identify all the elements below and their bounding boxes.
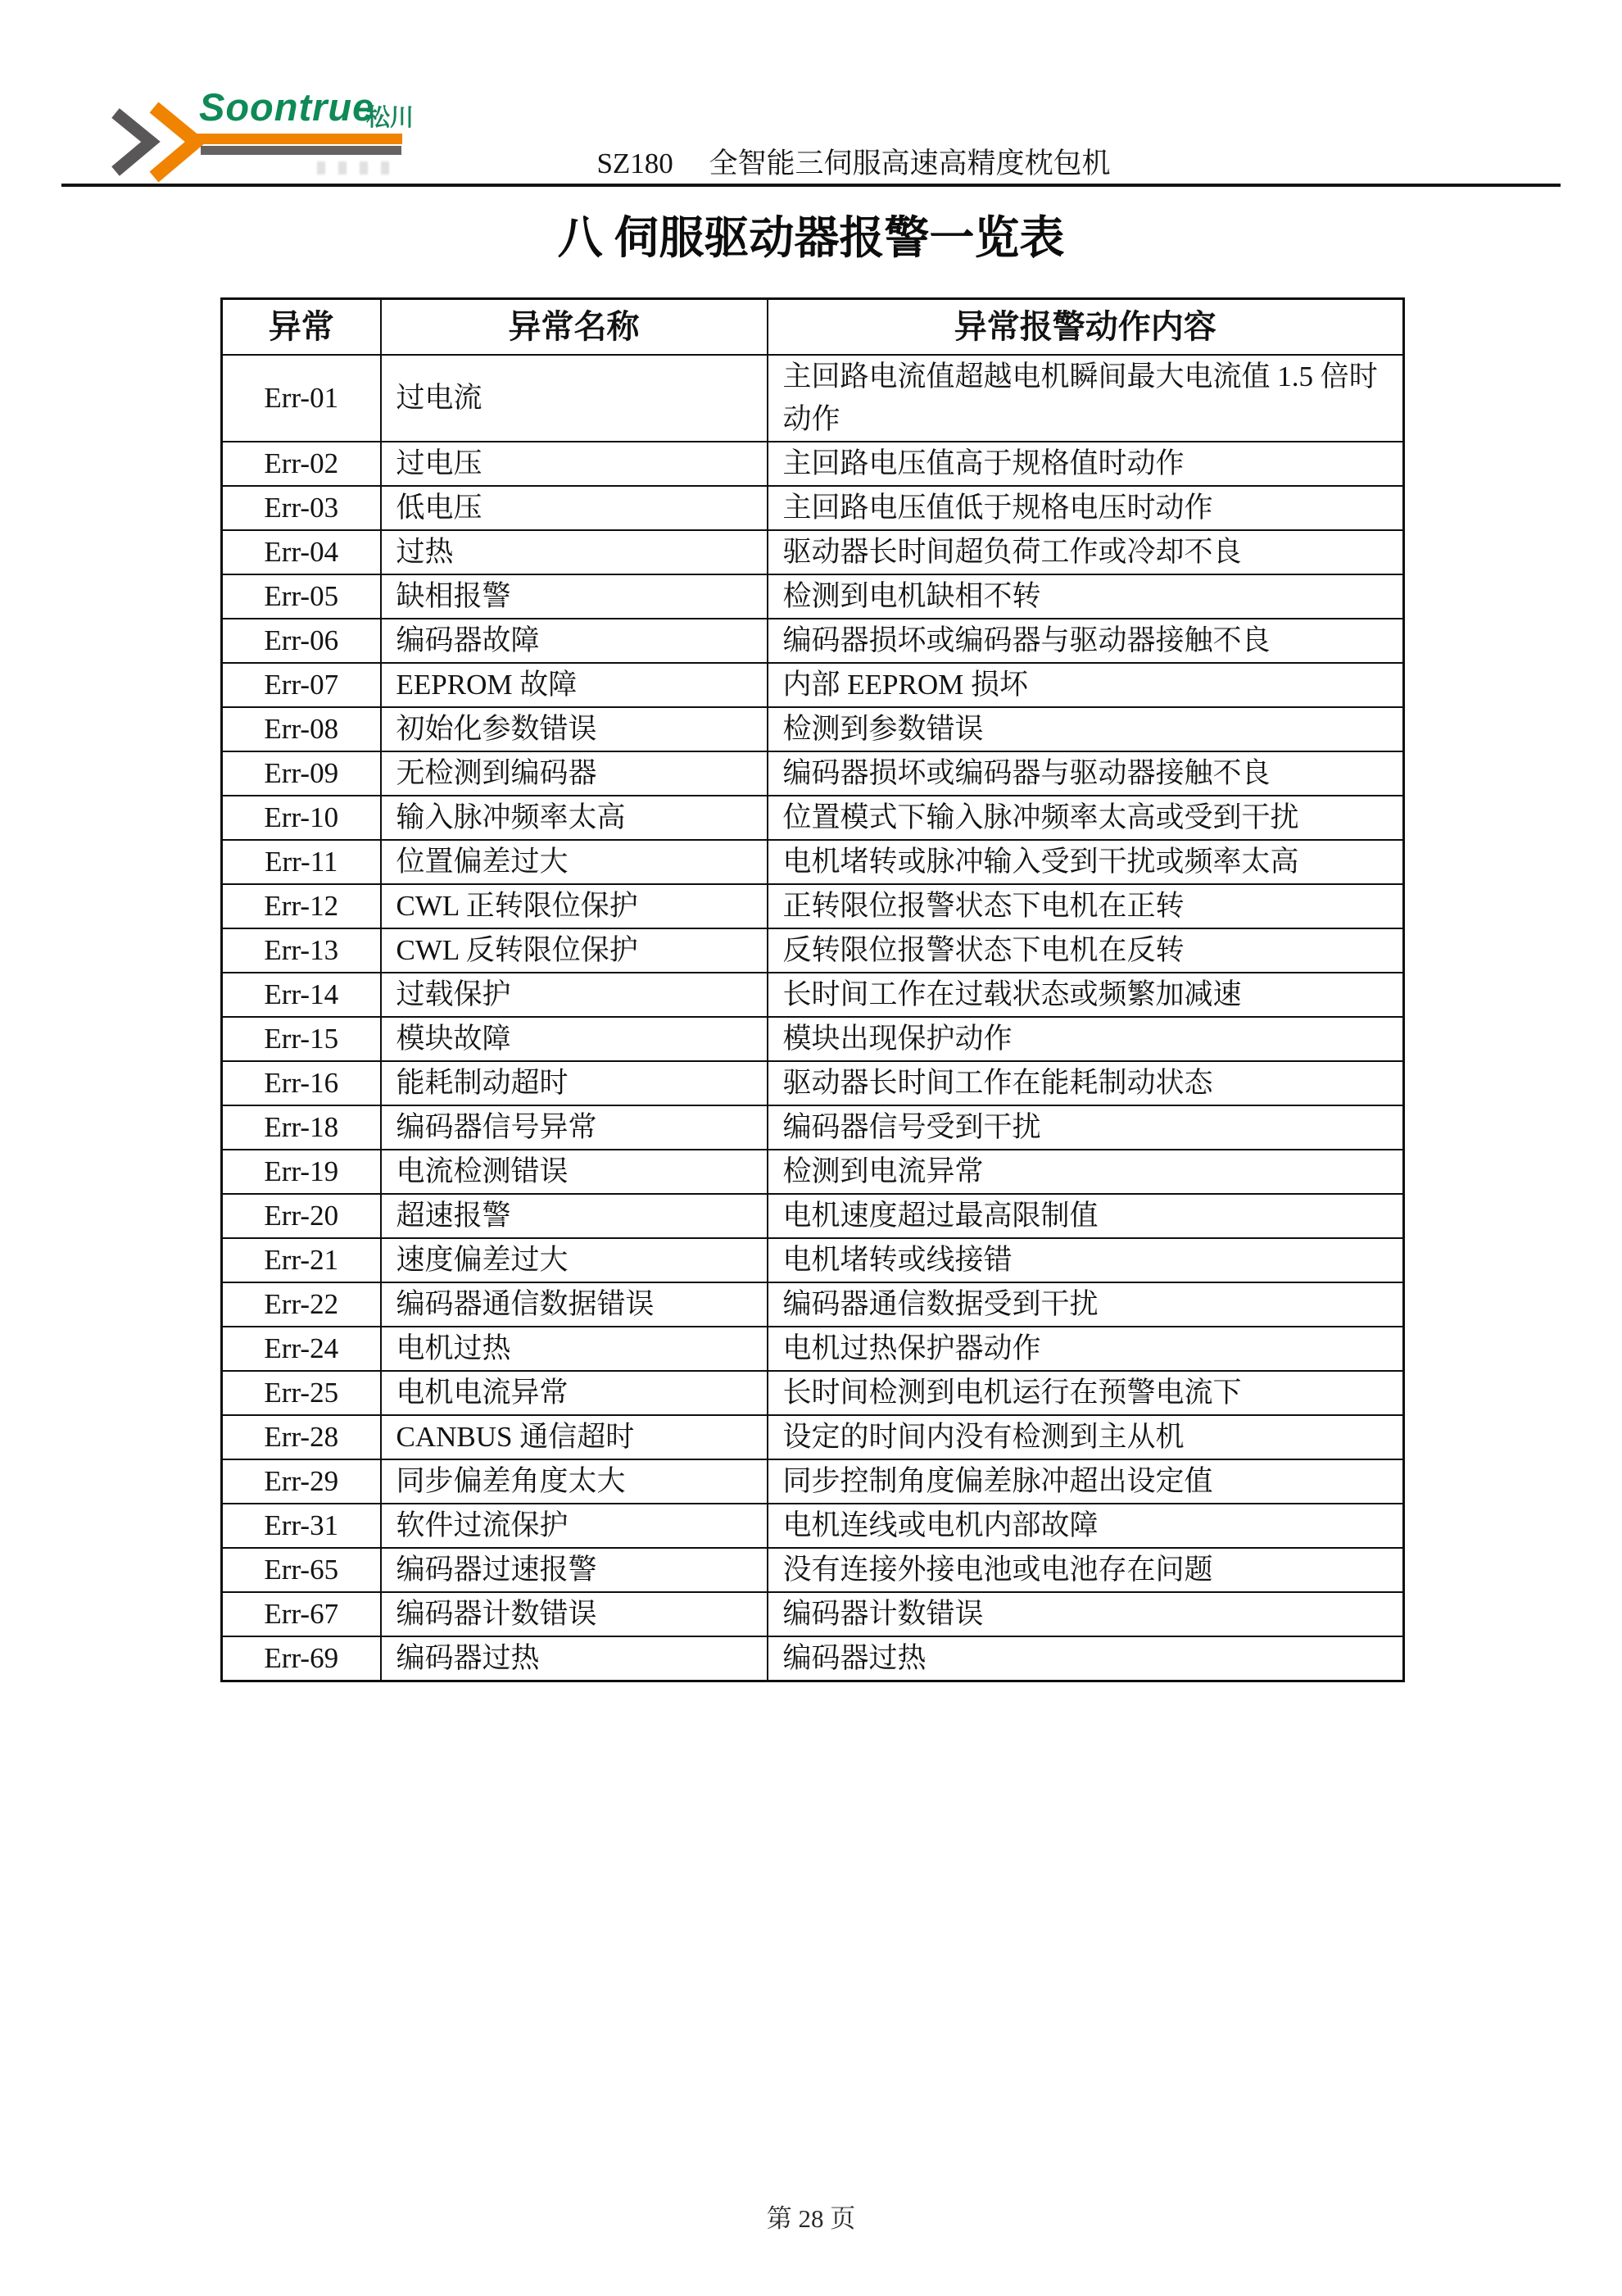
cell-code: Err-09 [222,751,381,796]
cell-name: 模块故障 [381,1017,768,1061]
cell-name: 初始化参数错误 [381,707,768,751]
cell-name: EEPROM 故障 [381,663,768,707]
table-row [222,1548,1404,1592]
cell-action: 编码器损坏或编码器与驱动器接触不良 [768,751,1404,796]
cell-action: 模块出现保护动作 [768,1017,1404,1061]
cell-name: 电机过热 [381,1327,768,1371]
cell-code: Err-19 [222,1150,381,1194]
cell-name: 电机电流异常 [381,1371,768,1415]
cell-name: 缺相报警 [381,574,768,619]
table-row [222,707,1404,751]
table-row [222,1017,1404,1061]
cell-code: Err-16 [222,1061,381,1105]
cell-name: 位置偏差过大 [381,840,768,884]
cell-code: Err-31 [222,1504,381,1548]
table-row [222,1150,1404,1194]
cell-code: Err-02 [222,442,381,486]
cell-name: CANBUS 通信超时 [381,1415,768,1459]
cell-action: 编码器过热 [768,1636,1404,1681]
cell-action: 同步控制角度偏差脉冲超出设定值 [768,1459,1404,1504]
cell-action: 检测到参数错误 [768,707,1404,751]
cell-code: Err-14 [222,973,381,1017]
cell-action: 长时间工作在过载状态或频繁加减速 [768,973,1404,1017]
table-row [222,1061,1404,1105]
cell-name: 过电流 [381,355,768,442]
cell-action: 主回路电流值超越电机瞬间最大电流值 1.5 倍时动作 [768,355,1404,442]
cell-name: 过热 [381,530,768,574]
cell-code: Err-29 [222,1459,381,1504]
table-row [222,928,1404,973]
cell-name: 编码器通信数据错误 [381,1282,768,1327]
cell-action: 电机速度超过最高限制值 [768,1194,1404,1238]
page-title: 八 伺服驱动器报警一览表 [557,213,1065,263]
cell-name: 低电压 [381,486,768,530]
page-number: 第 28 页 [766,2204,856,2233]
cell-code: Err-69 [222,1636,381,1681]
table-row [222,1592,1404,1636]
cell-name: 编码器计数错误 [381,1592,768,1636]
table-row [222,530,1404,574]
cell-code: Err-10 [222,796,381,840]
cell-code: Err-15 [222,1017,381,1061]
cell-action: 检测到电机缺相不转 [768,574,1404,619]
table-row [222,1636,1404,1681]
brand-name-cn: 松川 [366,105,415,131]
cell-action: 电机堵转或线接错 [768,1238,1404,1282]
table-row [222,1105,1404,1150]
cell-name: 同步偏差角度太大 [381,1459,768,1504]
cell-action: 内部 EEPROM 损坏 [768,663,1404,707]
cell-name: 编码器过速报警 [381,1548,768,1592]
cell-action: 编码器通信数据受到干扰 [768,1282,1404,1327]
table-row [222,796,1404,840]
cell-action: 电机堵转或脉冲输入受到干扰或频率太高 [768,840,1404,884]
cell-action: 检测到电流异常 [768,1150,1404,1194]
cell-action: 电机连线或电机内部故障 [768,1504,1404,1548]
cell-name: 无检测到编码器 [381,751,768,796]
cell-code: Err-05 [222,574,381,619]
brand-name: Soontrue [199,85,375,129]
col-header-code: 异常 [222,299,381,355]
cell-code: Err-13 [222,928,381,973]
cell-name: 编码器信号异常 [381,1105,768,1150]
table-row [222,574,1404,619]
table-row [222,751,1404,796]
cell-code: Err-18 [222,1105,381,1150]
cell-name: 过载保护 [381,973,768,1017]
cell-action: 驱动器长时间超负荷工作或冷却不良 [768,530,1404,574]
cell-name: 编码器故障 [381,619,768,663]
table-row [222,884,1404,928]
table-row [222,355,1404,442]
table-row [222,486,1404,530]
cell-action: 正转限位报警状态下电机在正转 [768,884,1404,928]
table-row [222,1504,1404,1548]
doc-header-text: SZ180 全智能三伺服高速高精度枕包机 [596,147,1111,179]
cell-action: 位置模式下输入脉冲频率太高或受到干扰 [768,796,1404,840]
table-row [222,1371,1404,1415]
cell-action: 编码器损坏或编码器与驱动器接触不良 [768,619,1404,663]
table-row [222,442,1404,486]
table-row [222,840,1404,884]
col-header-name: 异常名称 [381,299,768,355]
header-divider [61,184,1561,187]
cell-code: Err-01 [222,355,381,442]
cell-code: Err-28 [222,1415,381,1459]
cell-code: Err-24 [222,1327,381,1371]
cell-action: 反转限位报警状态下电机在反转 [768,928,1404,973]
cell-name: 软件过流保护 [381,1504,768,1548]
cell-code: Err-08 [222,707,381,751]
alarm-table [220,297,1405,1682]
cell-code: Err-07 [222,663,381,707]
cell-name: 编码器过热 [381,1636,768,1681]
cell-name: CWL 反转限位保护 [381,928,768,973]
table-row [222,619,1404,663]
col-header-action: 异常报警动作内容 [768,299,1404,355]
cell-action: 主回路电压值低于规格电压时动作 [768,486,1404,530]
table-row [222,1282,1404,1327]
cell-action: 电机过热保护器动作 [768,1327,1404,1371]
cell-code: Err-25 [222,1371,381,1415]
cell-name: 能耗制动超时 [381,1061,768,1105]
cell-action: 编码器计数错误 [768,1592,1404,1636]
alarm-table-container [220,297,1405,1682]
cell-code: Err-12 [222,884,381,928]
table-header-row [222,299,1404,355]
cell-code: Err-21 [222,1238,381,1282]
cell-name: CWL 正转限位保护 [381,884,768,928]
cell-name: 过电压 [381,442,768,486]
cell-action: 设定的时间内没有检测到主从机 [768,1415,1404,1459]
alarm-table-body [222,355,1404,1681]
cell-name: 速度偏差过大 [381,1238,768,1282]
cell-action: 没有连接外接电池或电池存在问题 [768,1548,1404,1592]
table-row [222,1238,1404,1282]
cell-code: Err-11 [222,840,381,884]
cell-code: Err-04 [222,530,381,574]
cell-name: 超速报警 [381,1194,768,1238]
table-row [222,1194,1404,1238]
cell-code: Err-20 [222,1194,381,1238]
table-row [222,1415,1404,1459]
cell-action: 长时间检测到电机运行在预警电流下 [768,1371,1404,1415]
cell-action: 编码器信号受到干扰 [768,1105,1404,1150]
cell-code: Err-65 [222,1548,381,1592]
cell-action: 驱动器长时间工作在能耗制动状态 [768,1061,1404,1105]
table-row [222,973,1404,1017]
table-row [222,1327,1404,1371]
cell-name: 电流检测错误 [381,1150,768,1194]
cell-code: Err-22 [222,1282,381,1327]
cell-code: Err-06 [222,619,381,663]
table-row [222,1459,1404,1504]
cell-name: 输入脉冲频率太高 [381,796,768,840]
cell-action: 主回路电压值高于规格值时动作 [768,442,1404,486]
table-row [222,663,1404,707]
cell-code: Err-03 [222,486,381,530]
cell-code: Err-67 [222,1592,381,1636]
